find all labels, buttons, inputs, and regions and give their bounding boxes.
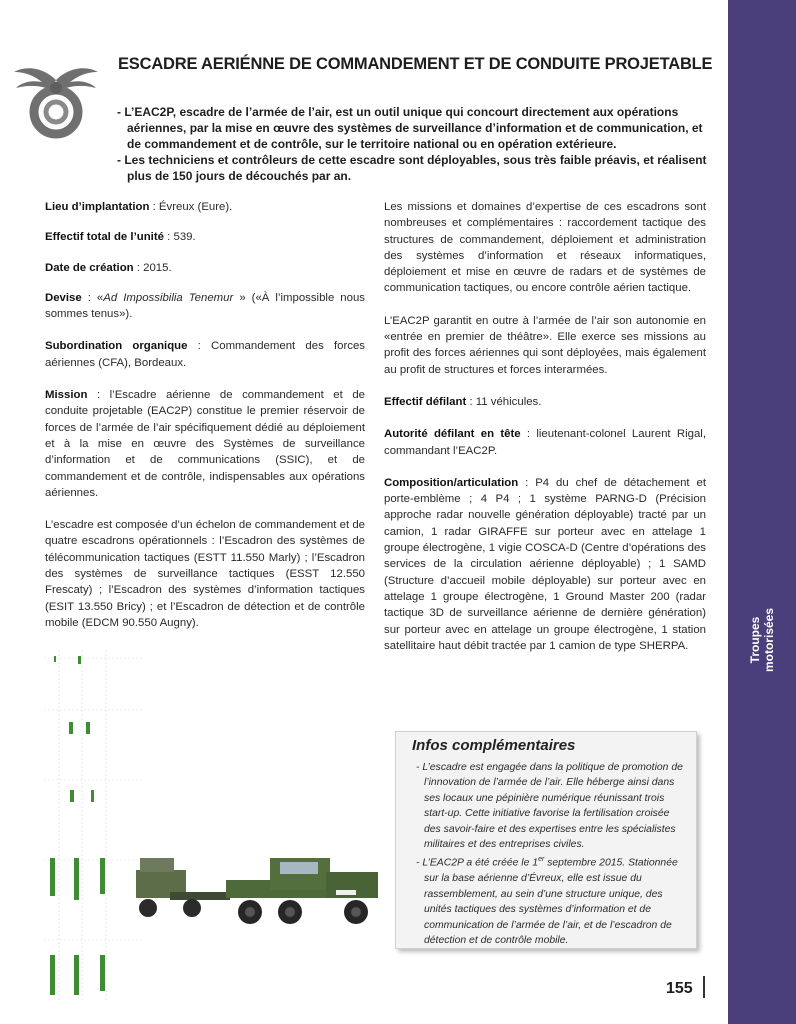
effectif-defilant-field: [384, 394, 706, 410]
effectif-defilant-value: : 11 véhicules.: [466, 395, 542, 408]
composition-articulation-field: [384, 475, 706, 654]
right-column: [384, 199, 706, 670]
effectif-label: Effectif total de l’unité: [45, 231, 164, 244]
lieu-label: Lieu d’implantation: [45, 201, 150, 213]
formation-diagram: [44, 650, 144, 1000]
missions-paragraph: Les missions et domaines d’expertise de ces escadrons sont nombreuses et complémentaires : raccordement tactique des structures de commandement, déploiement et administration des systèmes d’information et réseaux informatiques, déploiement et mise en œuvre de radars et de systèmes de communication tactiques, ou encore contrôle aérien tactique.: [384, 201, 706, 295]
autonomie-paragraph: L’EAC2P garantit en outre à l’armée de l’air son autonomie en «entrée en premier de théâtre». Elle exerce ses missions au profit des forces aériennes qui sont déployées, mais également au profit de structures et forces interarmées.: [384, 314, 706, 376]
info-item: - L’escadre est engagée dans la politique de promotion de l’innovation de l’armée de l’air. Elle héberge ainsi dans ses locaux une pépinière numérique réunissant trois start-up. Cette initiative favorise la fertilisation croisée des savoir-faire et des expertises entre les spécialistes militaires et des entreprises civiles.: [416, 762, 683, 851]
effectif-field: [45, 229, 365, 245]
page-number-rule: [703, 976, 705, 998]
subordination-field: [45, 338, 365, 371]
mission-field: [45, 387, 365, 501]
effectif-defilant-label: Effectif défilant: [384, 395, 467, 408]
section-label: Troupes motorisées: [748, 607, 776, 673]
vehicle-photo: [44, 650, 390, 1000]
devise-translation: » («À l’impossible nous sommes tenus»).: [45, 291, 365, 321]
autorite-field: [384, 426, 706, 459]
page-title: ESCADRE AERIÉNNE DE COMMANDEMENT ET DE CONDUITE PROJETABLE: [118, 55, 713, 73]
subordination-value: : Commandement des forces aériennes (CFA), Bordeaux.: [45, 340, 365, 369]
subordination-label: Subordination organique: [45, 340, 188, 353]
devise-quote-open: : «: [81, 291, 104, 304]
info-box-body: [410, 760, 686, 948]
lieu-value: : Évreux (Eure).: [149, 201, 233, 213]
devise-label: Devise: [45, 291, 82, 304]
info-item-text: - L’EAC2P a été créée le 1: [416, 857, 539, 869]
composition-paragraph: L’escadre est composée d’un échelon de commandement et de quatre escadrons opérationnels : l’Escadron des systèmes de télécommunication tactiques (ESTT 11.550 Marly) ; l’Escadron des systèmes de surveillance tactiques (ESST 12.550 Frescaty) ; l’Escadron des systèmes d’information tactiques (ESIT 13.550 Bricy) ; et l’Escadron de détection et de contrôle mobile (EDCM 90.550 Augny).: [45, 519, 365, 629]
composition-articulation-value: : P4 du chef de détachement et porte-emblème ; 4 P4 ; 1 système PARNG-D (Précision approche radar nouvelle génération déployable) tracté par un camion, 1 radar GIRAFFE sur porteur avec en attelage 1 groupe électrogène, 1 vigie COSCA-D (Centre d’opérations des services de la circulation aérienne déployable) ; 1 SAMD (Structure d’accueil mobile déployable) sur porteur avec en attelage 1 groupe électrogène, 1 Ground Master 200 (radar tactique 3D de surveillance aérienne de dernière génération) sur porteur avec en attelage un groupe électrogène, 1 station satellitaire haut débit tractée par 1 camion de type SHERPA.: [384, 476, 706, 652]
info-box-title: Infos complémentaires: [412, 737, 576, 754]
intro-summary: [117, 104, 717, 184]
air-force-wings-emblem-icon: [12, 58, 100, 142]
mission-value: : l’Escadre aérienne de commandement et de conduite projetable (EAC2P) constitue le premier réservoir de forces de l’armée de l’air spécifiquement dédié au déploiement et à la mise en œuvre des Systèmes de surveillance d’information et de communications (SSIC), et de commandement et de contrôle, indispensables aux opérations aériennes.: [45, 389, 365, 499]
intro-item: - L’EAC2P, escadre de l’armée de l’air, est un outil unique qui concourt directement aux opérations aériennes, par la mise en œuvre des systèmes de surveillance d’information et de communication, et de commandement et de contrôle, sur le territoire national ou en opération extérieure.: [117, 105, 703, 151]
section-tab[interactable]: [728, 585, 796, 695]
devise-motto: Ad Impossibilia Tenemur: [103, 291, 234, 304]
composition-articulation-label: Composition/articulation: [384, 476, 519, 489]
info-item-text: septembre 2015. Stationnée sur la base aérienne d’Évreux, elle est issue du rassemblement, au sein d’une structure unique, des unités tactiques des systèmes d’information et de communication de l’armée de l’air, et de l’escadron de détection et de contrôle mobile.: [424, 857, 678, 946]
autorite-label: Autorité défilant en tête: [384, 428, 521, 441]
date-field: [45, 260, 365, 276]
devise-field: [45, 290, 365, 323]
date-value: : 2015.: [133, 261, 172, 274]
section-sidebar: [728, 0, 796, 1024]
truck-with-trailer: [136, 858, 378, 924]
intro-item: - Les techniciens et contrôleurs de cette escadre sont déployables, sous très faible préavis, et réalisent plus de 150 jours de découchés par an.: [117, 153, 707, 183]
info-item: [410, 852, 686, 948]
lieu-field: [45, 199, 365, 215]
mission-label: Mission: [45, 389, 88, 402]
info-box: [395, 731, 697, 949]
autorite-value: : lieutenant-colonel Laurent Rigal, commandant l’EAC2P.: [384, 428, 706, 457]
formation-vehicle-markers: [50, 656, 105, 995]
info-item-sup: er: [538, 856, 545, 864]
date-label: Date de création: [45, 261, 134, 274]
effectif-value: : 539.: [163, 231, 196, 244]
left-column: [45, 199, 365, 647]
page-number: 155: [666, 980, 693, 997]
